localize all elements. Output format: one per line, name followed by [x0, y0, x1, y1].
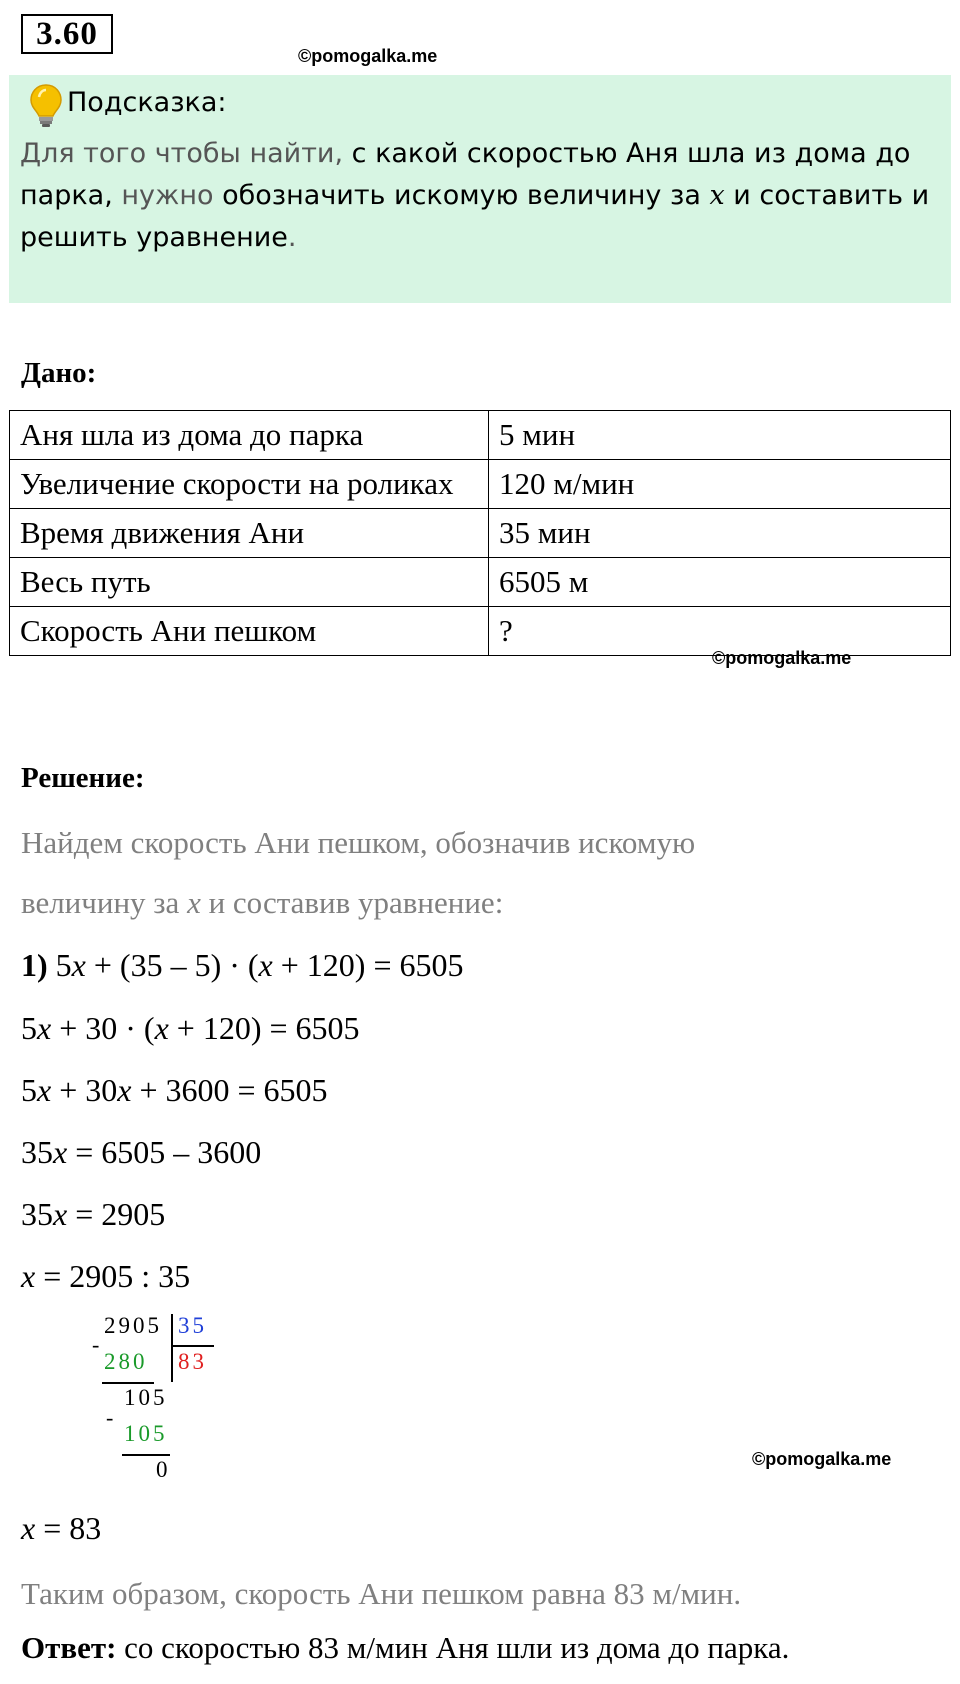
- ld-sub-1: 280: [104, 1349, 148, 1374]
- given-table: [9, 410, 951, 656]
- equation-4: 35x = 6505 – 3600: [21, 1134, 262, 1170]
- ld-quotient: 83: [178, 1349, 207, 1374]
- watermark: ©pomogalka.me: [298, 46, 438, 66]
- ld-remainder-1: 105: [124, 1385, 168, 1410]
- table-row: Время движения Ани 35 мин: [10, 509, 951, 558]
- equation-1: 1) 5x + (35 – 5) · (x + 120) = 6505: [21, 947, 464, 983]
- table-row: Аня шла из дома до парка 5 мин: [10, 411, 951, 460]
- hint-box: [9, 75, 951, 303]
- equation-5: 35x = 2905: [21, 1196, 166, 1232]
- ld-vertical-line: [171, 1314, 173, 1382]
- ld-line-2: [122, 1454, 170, 1456]
- ld-divisor: 35: [178, 1313, 207, 1338]
- ld-line-1: [102, 1382, 154, 1384]
- conclusion-text: Таким образом, скорость Ани пешком равна 83 м/мин.: [21, 1576, 742, 1611]
- hint-title: Подсказка:: [67, 87, 227, 118]
- table-row: Увеличение скорости на роликах 120 м/мин: [10, 460, 951, 509]
- solution-intro-line1: Найдем скорость Ани пешком, обозначив искомую: [21, 825, 696, 860]
- ld-sub-2: 105: [124, 1421, 168, 1446]
- table-row: Скорость Ани пешком ?: [10, 607, 951, 656]
- ld-minus-1: -: [92, 1332, 100, 1357]
- equation-3: 5x + 30x + 3600 = 6505: [21, 1072, 328, 1108]
- table-row: Весь путь 6505 м: [10, 558, 951, 607]
- given-heading: Дано:: [21, 357, 97, 389]
- ld-divisor-line: [172, 1345, 214, 1347]
- lightbulb-icon: [29, 83, 63, 129]
- result-equation: x = 83: [21, 1510, 102, 1546]
- answer-line: Ответ: со скоростью 83 м/мин Аня шли из дома до парка.: [21, 1630, 790, 1665]
- ld-minus-2: -: [106, 1405, 114, 1430]
- equation-2: 5x + 30 · (x + 120) = 6505: [21, 1010, 360, 1046]
- solution-intro-line2: величину за x и составив уравнение:: [21, 885, 504, 920]
- watermark: ©pomogalka.me: [712, 648, 852, 668]
- equation-6: x = 2905 : 35: [21, 1258, 191, 1294]
- watermark: ©pomogalka.me: [752, 1449, 892, 1469]
- ld-dividend: 2905: [104, 1313, 162, 1338]
- hint-text: Для того чтобы найти, с какой скоростью Аня шла из дома до парка, нужно обозначить искомую величину за x и составить и решить уравнение.: [20, 138, 930, 253]
- solution-heading: Решение:: [21, 762, 145, 794]
- long-division: [90, 1310, 230, 1480]
- task-number: 3.60: [21, 14, 113, 54]
- ld-remainder-2: 0: [156, 1457, 171, 1482]
